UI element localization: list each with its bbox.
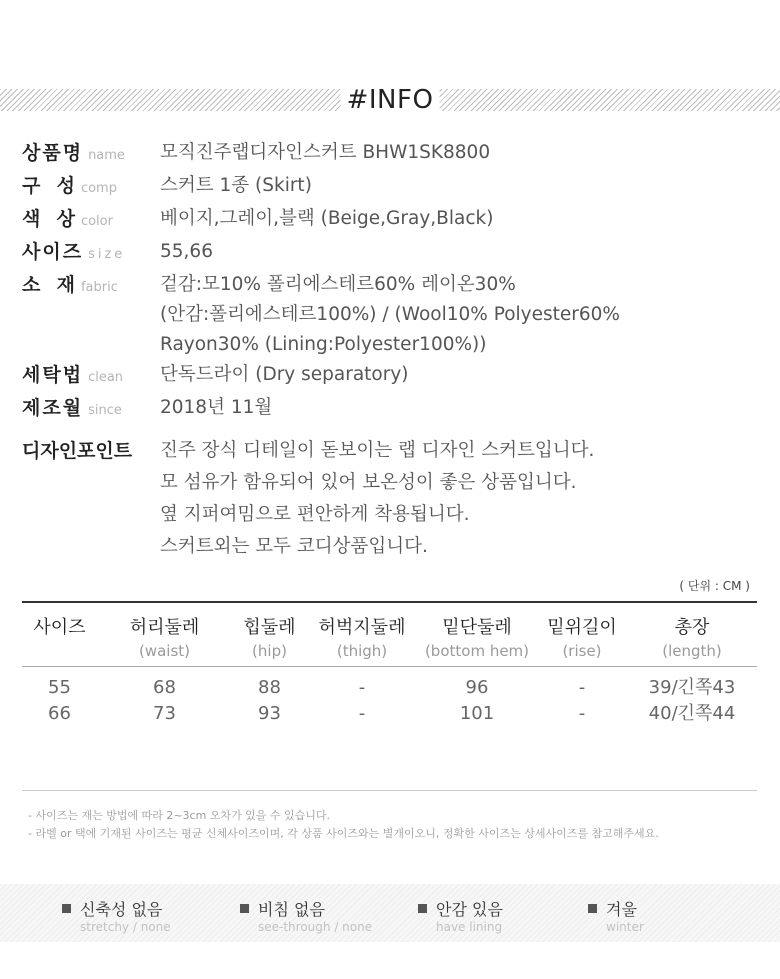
info-list (22, 138, 620, 426)
design-point-label: 디자인포인트 (22, 440, 133, 462)
square-bullet-icon (240, 904, 249, 913)
table-cell: - (358, 703, 366, 724)
info-label-en: comp (80, 181, 117, 196)
column-header: 밑단둘레 (442, 617, 512, 638)
column-header: 사이즈 (33, 617, 86, 638)
note-line: - 사이즈는 재는 방법에 따라 2~3cm 오차가 있을 수 있습니다. (28, 809, 331, 822)
info-label-en: name (88, 148, 125, 163)
info-value: 55,66 (160, 241, 213, 262)
info-label-en: fabric (80, 280, 118, 295)
table-cell: - (578, 703, 586, 724)
info-label-en: color (80, 214, 113, 229)
table-cell: 96 (465, 677, 489, 698)
info-value: 겉감:모10% 폴리에스테르60% 레이온30% (160, 274, 516, 295)
size-table (22, 601, 757, 727)
info-label-en: size (88, 247, 126, 262)
feature-bar (0, 884, 780, 942)
column-header-en: (bottom hem) (424, 642, 530, 660)
design-point-line: 스커트외는 모두 코디상품입니다. (160, 536, 428, 557)
feature-item (588, 897, 644, 934)
info-value: 베이지,그레이,블랙 (Beige,Gray,Black) (160, 208, 494, 229)
square-bullet-icon (418, 904, 427, 913)
info-value: 단독드라이 (Dry separatory) (160, 364, 409, 385)
column-header-en: (rise) (562, 642, 602, 660)
design-point-line: 옆 지퍼여밈으로 편안하게 착용됩니다. (160, 504, 470, 525)
column-header-en: (thigh) (336, 642, 388, 660)
column-header: 허벅지둘레 (318, 617, 406, 638)
page-title: #INFO (341, 84, 440, 116)
info-label-en: since (88, 403, 122, 418)
column-header: 총장 (674, 617, 710, 638)
square-bullet-icon (62, 904, 71, 913)
info-row-since (22, 393, 620, 426)
table-bottom-divider (22, 790, 757, 791)
feature-label: 겨울 (606, 900, 637, 919)
size-table-header (22, 603, 757, 667)
table-cell: 66 (48, 703, 71, 724)
size-notes (28, 807, 659, 843)
table-cell: 39/긴쪽43 (648, 677, 736, 698)
table-cell: 68 (153, 677, 176, 698)
info-row-color (22, 204, 620, 237)
note-line: - 라벨 or 택에 기재된 사이즈는 평균 신체사이즈이며, 각 상품 사이즈와는 별개이오니, 정확한 사이즈는 상세사이즈를 참고해주세요. (28, 827, 659, 840)
info-label: 소 재 (22, 274, 76, 296)
info-row-size (22, 237, 620, 270)
table-row (22, 701, 757, 727)
feature-item (418, 897, 503, 934)
unit-label: ( 단위 : CM ) (679, 579, 750, 593)
info-row-name (22, 138, 620, 171)
column-header-en: (waist) (138, 642, 191, 660)
column-header-en: (hip) (252, 642, 287, 660)
feature-label-en: stretchy / none (80, 920, 171, 934)
info-row-comp (22, 171, 620, 204)
table-cell: - (358, 677, 366, 698)
table-cell: 93 (258, 703, 281, 724)
table-cell: 40/긴쪽44 (648, 703, 736, 724)
feature-label-en: winter (606, 920, 644, 934)
feature-label-en: have lining (436, 920, 503, 934)
table-cell: 101 (459, 703, 495, 724)
column-header: 허리둘레 (129, 617, 200, 638)
table-cell: - (578, 677, 586, 698)
info-row-clean (22, 360, 620, 393)
table-cell: 73 (153, 703, 176, 724)
feature-item (240, 897, 372, 934)
info-value: 스커트 1종 (Skirt) (160, 175, 312, 196)
info-label-en: clean (88, 370, 124, 385)
info-label: 세탁법 (22, 364, 84, 386)
info-label: 사이즈 (22, 241, 84, 263)
feature-label: 안감 있음 (436, 900, 503, 919)
info-row-fabric (22, 270, 620, 360)
feature-item (62, 897, 171, 934)
design-point (22, 435, 594, 563)
info-label: 구 성 (22, 175, 76, 197)
feature-label: 신축성 없음 (80, 900, 163, 919)
info-label: 상품명 (22, 142, 84, 164)
info-label: 색 상 (22, 208, 76, 230)
design-point-line: 모 섬유가 함유되어 있어 보온성이 좋은 상품입니다. (160, 472, 577, 493)
feature-label: 비침 없음 (258, 900, 325, 919)
column-header: 힙둘레 (243, 617, 296, 638)
column-header-en: (length) (662, 642, 722, 660)
info-label: 제조월 (22, 397, 84, 419)
column-header: 밑위길이 (547, 617, 617, 638)
feature-label-en: see-through / none (258, 920, 373, 934)
info-value: 모직진주랩디자인스커트 BHW1SK8800 (160, 142, 491, 163)
info-value: (안감:폴리에스테르100%) / (Wool10% Polyester60% (160, 304, 621, 325)
table-cell: 88 (258, 677, 281, 698)
info-value: 2018년 11월 (160, 397, 273, 418)
info-value: Rayon30% (Lining:Polyester100%)) (160, 334, 487, 355)
table-cell: 55 (48, 677, 71, 698)
table-row (22, 675, 757, 701)
design-point-line: 진주 장식 디테일이 돋보이는 랩 디자인 스커트입니다. (160, 440, 595, 461)
square-bullet-icon (588, 904, 597, 913)
